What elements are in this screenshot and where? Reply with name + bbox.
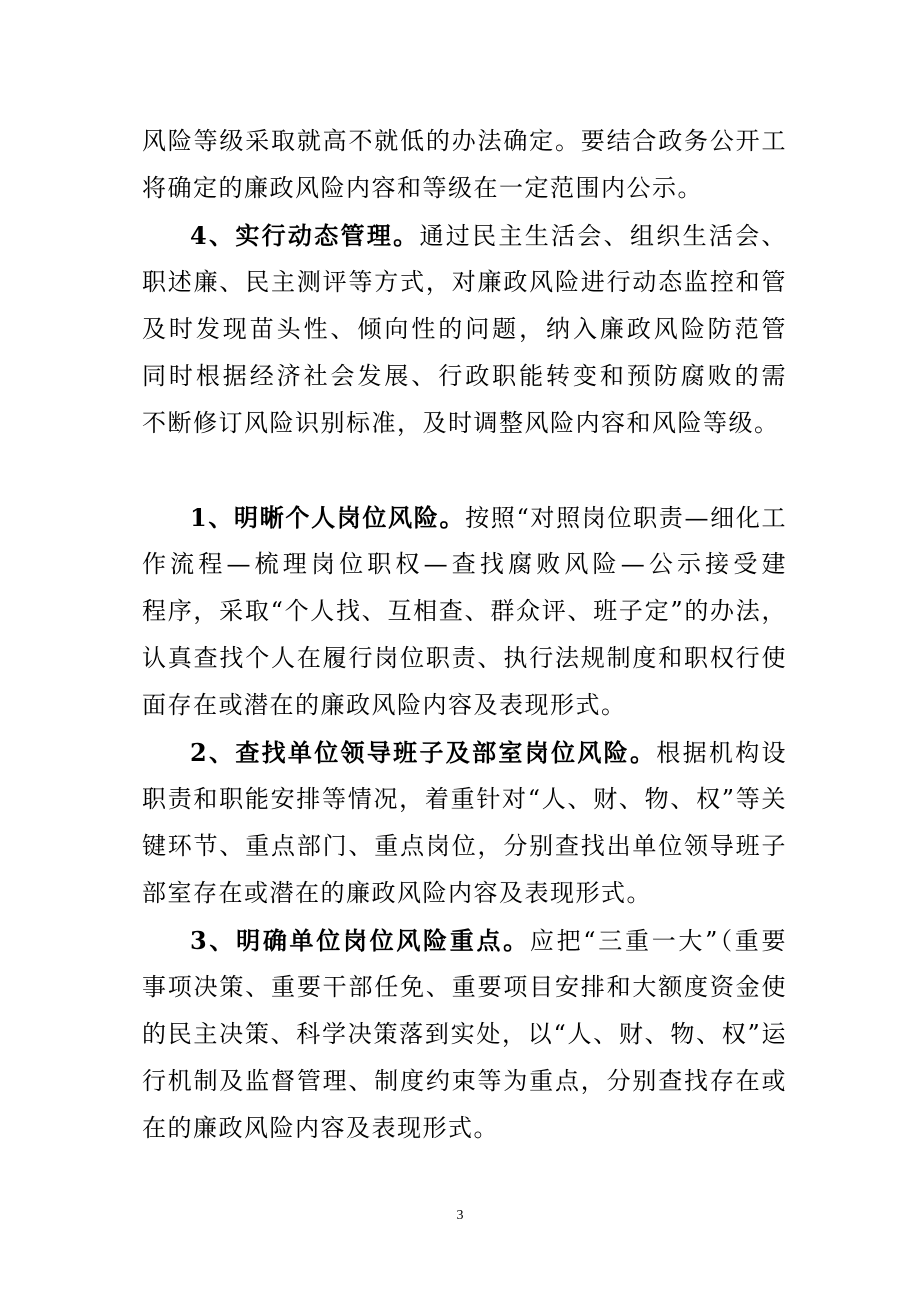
- item-heading: 4、实行动态管理。: [190, 221, 420, 250]
- paragraph-text: 根据机构设: [656, 739, 787, 767]
- item-heading: 3、明确单位岗位风险重点。: [190, 926, 530, 955]
- paragraph-first-line: [142, 494, 787, 541]
- paragraph-line: 风险等级采取就高不就低的办法确定。要结合政务公开工: [142, 127, 787, 155]
- paragraph-line: 职责和职能安排等情况，着重针对“人、财、物、权”等关: [142, 785, 787, 813]
- paragraph-line: 事项决策、重要干部任免、重要项目安排和大额度资金使: [142, 973, 787, 1001]
- phase-heading: [142, 447, 787, 494]
- paragraph-line: 在的廉政风险内容及表现形式。: [142, 1114, 499, 1142]
- paragraph-line: 职述廉、民主测评等方式，对廉政风险进行动态监控和管: [142, 268, 787, 296]
- paragraph-line: 及时发现苗头性、倾向性的问题，纳入廉政风险防范管: [142, 315, 787, 343]
- body-text: [142, 118, 787, 1152]
- paragraph-text: 应把“三重一大”（重要: [529, 927, 787, 955]
- paragraph-text: 通过民主生活会、组织生活会、: [419, 222, 787, 250]
- page-number: 3: [456, 1208, 464, 1223]
- paragraph-line: 的民主决策、科学决策落到实处，以“人、财、物、权”运: [142, 1020, 787, 1048]
- paragraph-line: 面存在或潜在的廉政风险内容及表现形式。: [142, 691, 627, 719]
- paragraph-first-line: [142, 917, 787, 964]
- paragraph-line: 程序，采取“个人找、互相查、群众评、班子定”的办法，: [142, 597, 787, 625]
- item-heading: 2、查找单位领导班子及部室岗位风险。: [190, 738, 657, 767]
- paragraph-line: 作流程—梳理岗位职权—查找腐败风险—公示接受建: [142, 550, 787, 578]
- paragraph-line: 认真查找个人在履行岗位职责、执行法规制度和职权行使: [142, 644, 787, 672]
- paragraph-first-line: [142, 729, 787, 776]
- paragraph-line: 部室存在或潜在的廉政风险内容及表现形式。: [142, 879, 652, 907]
- paragraph-line: 同时根据经济社会发展、行政职能转变和预防腐败的需: [142, 362, 787, 390]
- paragraph-text: 按照“对照岗位职责—细化工: [465, 504, 787, 532]
- paragraph-line: 将确定的廉政风险内容和等级在一定范围内公示。: [142, 174, 703, 202]
- paragraph-line: 行机制及监督管理、制度约束等为重点，分别查找存在或: [142, 1067, 787, 1095]
- paragraph-line: 不断修订风险识别标准，及时调整风险内容和风险等级。: [142, 409, 780, 437]
- paragraph-line: 键环节、重点部门、重点岗位，分别查找出单位领导班子: [142, 832, 787, 860]
- item-heading: 1、明晰个人岗位风险。: [190, 503, 466, 532]
- paragraph-first-line: [142, 212, 787, 259]
